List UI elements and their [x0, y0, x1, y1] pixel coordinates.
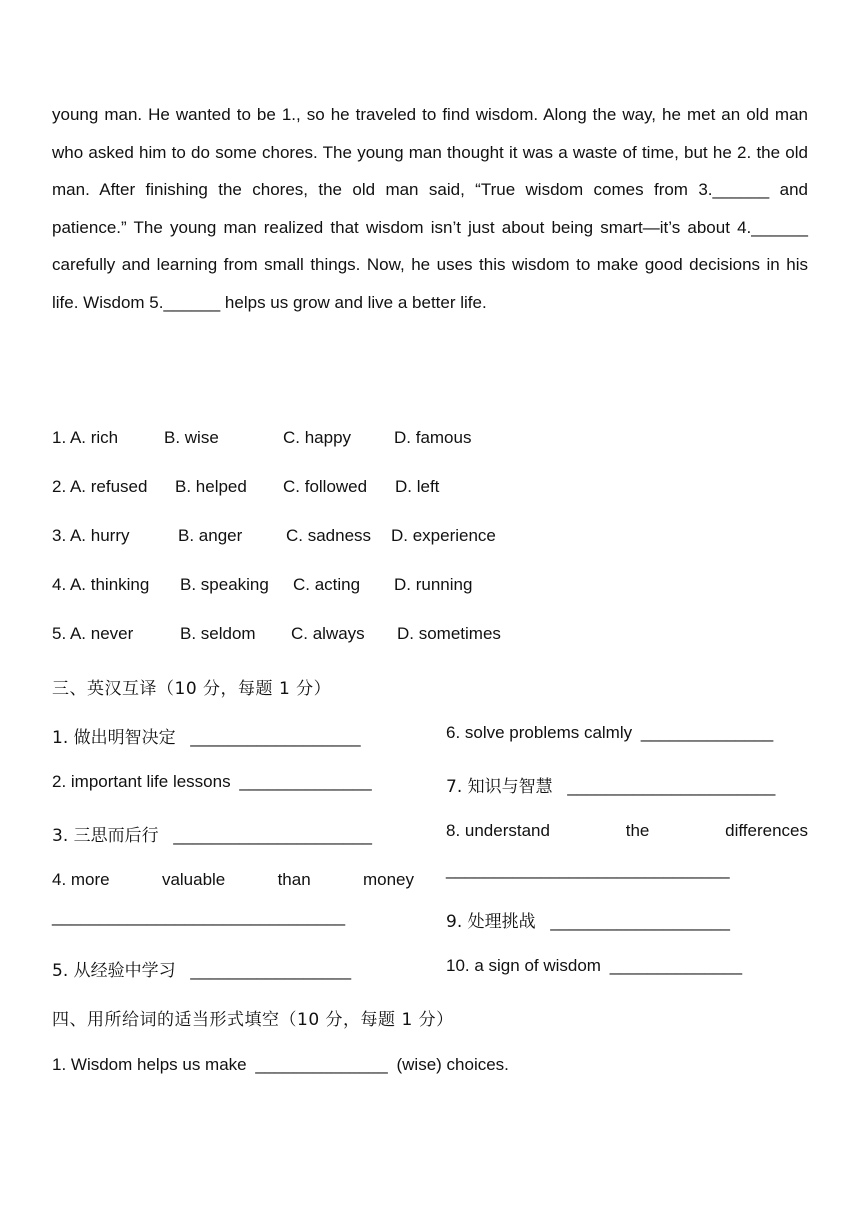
- answer-blank[interactable]: ______________: [609, 956, 743, 975]
- item-text: 6. solve problems calmly: [446, 723, 633, 742]
- option-a: 5. A. never: [52, 624, 134, 643]
- option-c: C. acting: [293, 575, 361, 594]
- option-c: C. followed: [283, 477, 368, 496]
- item-text: 1. 做出明智决定: [52, 728, 176, 748]
- item-word: 4. more: [52, 870, 110, 889]
- item-text: 9. 处理挑战: [446, 912, 536, 932]
- answer-blank[interactable]: ______________: [640, 723, 774, 742]
- option-d: D. running: [394, 575, 473, 594]
- option-a: 4. A. thinking: [52, 575, 150, 594]
- item-word: differences: [725, 821, 808, 840]
- section-3-heading: 三、英汉互译（10 分，每题 1 分）: [52, 679, 332, 699]
- option-b: B. seldom: [180, 624, 256, 643]
- option-a: 2. A. refused: [52, 477, 148, 496]
- option-b: B. helped: [175, 477, 247, 496]
- item-text: 10. a sign of wisdom: [446, 956, 601, 975]
- item-text: 1. Wisdom helps us make: [52, 1055, 247, 1074]
- option-d: D. experience: [391, 526, 496, 545]
- option-row-3: [52, 518, 812, 567]
- item-text: 3. 三思而后行: [52, 826, 159, 846]
- item-word: money: [362, 870, 414, 889]
- translation-item-10: [446, 956, 742, 976]
- option-a: 3. A. hurry: [52, 526, 130, 545]
- item-text: 2. important life lessons: [52, 772, 231, 791]
- answer-blank-8[interactable]: ______________________________: [446, 860, 730, 879]
- option-c: C. always: [291, 624, 365, 643]
- answer-blank[interactable]: __________________: [190, 728, 361, 747]
- option-a: 1. A. rich: [52, 428, 119, 447]
- translation-item-2: [52, 772, 372, 792]
- item-word: valuable: [161, 870, 226, 889]
- answer-blank[interactable]: _____________________: [173, 826, 372, 845]
- translation-item-9: [446, 907, 730, 932]
- item-text-end: (wise) choices.: [396, 1055, 509, 1074]
- item-word: than: [277, 870, 311, 889]
- translation-item-8: [446, 821, 808, 841]
- option-d: D. left: [395, 477, 440, 496]
- option-row-5: [52, 616, 812, 665]
- translation-item-4: [52, 870, 414, 890]
- answer-blank[interactable]: ______________________: [567, 777, 776, 796]
- option-d: D. famous: [394, 428, 472, 447]
- answer-blank[interactable]: ______________: [255, 1055, 388, 1074]
- option-row-1: [52, 420, 812, 469]
- option-row-2: [52, 469, 812, 518]
- option-row-4: [52, 567, 812, 616]
- option-b: B. anger: [178, 526, 243, 545]
- item-text: 7. 知识与智慧: [446, 777, 553, 797]
- item-word: 8. understand: [446, 821, 550, 840]
- option-c: C. sadness: [286, 526, 372, 545]
- translation-item-7: [446, 772, 775, 797]
- answer-blank[interactable]: ______________: [239, 772, 372, 791]
- answer-blank[interactable]: ___________________: [550, 912, 730, 931]
- option-d: D. sometimes: [397, 624, 501, 643]
- option-b: B. wise: [164, 428, 219, 447]
- option-b: B. speaking: [180, 575, 269, 594]
- reading-passage: young man. He wanted to be 1., so he traveled to find wisdom. Along the way, he met an old man who asked him to do some chores. The young man thought it was a waste of time, but he 2. the old man. After finishing the chores, the old man said, “True wisdom comes from 3.______ and patience.” The young man realized that wisdom isn’t just about being smart—it’s about 4.______ carefully and learning from small things. Now, he uses this wisdom to make good decisions in his life. Wisdom 5.______ helps us grow and live a better life.: [52, 105, 808, 312]
- option-c: C. happy: [283, 428, 352, 447]
- section-4-heading: 四、用所给词的适当形式填空（10 分，每题 1 分）: [52, 1010, 454, 1030]
- item-word: the: [625, 821, 650, 840]
- translation-item-5: [52, 956, 351, 981]
- fill-item-1: [52, 1055, 509, 1075]
- translation-item-1: [52, 723, 361, 748]
- translation-item-6: [446, 723, 773, 743]
- translation-item-3: [52, 821, 372, 846]
- answer-blank[interactable]: _________________: [190, 961, 352, 980]
- cloze-options: [52, 420, 812, 665]
- item-text: 5. 从经验中学习: [52, 961, 176, 981]
- answer-blank-4[interactable]: _______________________________: [52, 907, 346, 926]
